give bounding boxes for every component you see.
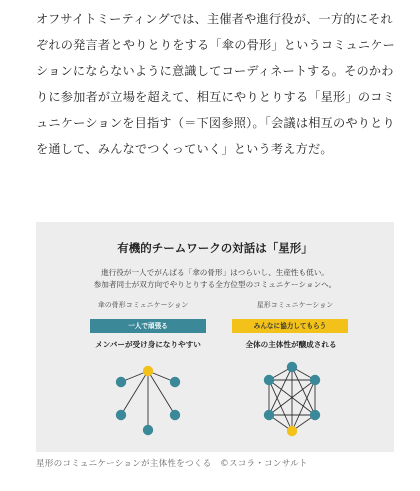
article-body bbox=[36, 6, 396, 162]
communication-figure bbox=[36, 222, 394, 452]
article-paragraph: オフサイトミーティングでは、主催者や進行役が、一方的にそれぞれの発言者とやりとりをする「傘の骨形」というコミュニケーションにならないように意識してコーディネートする。そのかわりに参加者が立場を超えて、相互にやりとりする「星形」のコミュニケーションを目指す（＝下図参照）。「会議は相互のやりとりを通して、みんなでつくっていく」という考え方だ。 bbox=[36, 12, 395, 156]
umbrella-caption: メンバーが受け身になりやすい bbox=[95, 340, 201, 349]
member-node bbox=[170, 377, 180, 387]
member-node bbox=[264, 375, 274, 385]
figure-subtitle-line-1: 進行役が一人でがんばる「傘の骨形」はつらいし、生産性も低い。 bbox=[101, 268, 329, 277]
member-node bbox=[310, 375, 320, 385]
member-node bbox=[143, 425, 153, 435]
umbrella-spoke bbox=[148, 371, 175, 415]
member-node bbox=[170, 410, 180, 420]
star-caption: 全体の主体性が醸成される bbox=[245, 340, 337, 349]
figure-title: 有機的チームワークの対話は「星形」 bbox=[117, 241, 313, 255]
star-connection bbox=[269, 367, 292, 415]
figure-caption: 星形のコミュニケーションが主体性をつくる ©スコラ・コンサルト bbox=[36, 459, 308, 469]
network-diagrams bbox=[36, 222, 394, 452]
member-node bbox=[310, 410, 320, 420]
member-node bbox=[287, 362, 297, 372]
star-label: 星形コミュニケーション bbox=[256, 301, 334, 309]
facilitator-node bbox=[287, 426, 297, 436]
member-node bbox=[116, 377, 126, 387]
umbrella-bar: 一人で頑張る bbox=[90, 319, 206, 333]
star-bar: みんなに協力してもらう bbox=[232, 319, 348, 333]
facilitator-node bbox=[143, 366, 153, 376]
umbrella-spoke bbox=[121, 371, 148, 415]
member-node bbox=[116, 410, 126, 420]
star-connection bbox=[292, 367, 315, 415]
umbrella-network-diagram bbox=[116, 366, 180, 435]
figure-subtitle-line-2: 参加者同士が双方向でやりとりする全方位型のコミュニケーションへ。 bbox=[93, 280, 337, 289]
umbrella-label: 傘の骨形コミュニケーション bbox=[97, 301, 189, 309]
member-node bbox=[264, 410, 274, 420]
star-network-diagram bbox=[264, 362, 320, 436]
